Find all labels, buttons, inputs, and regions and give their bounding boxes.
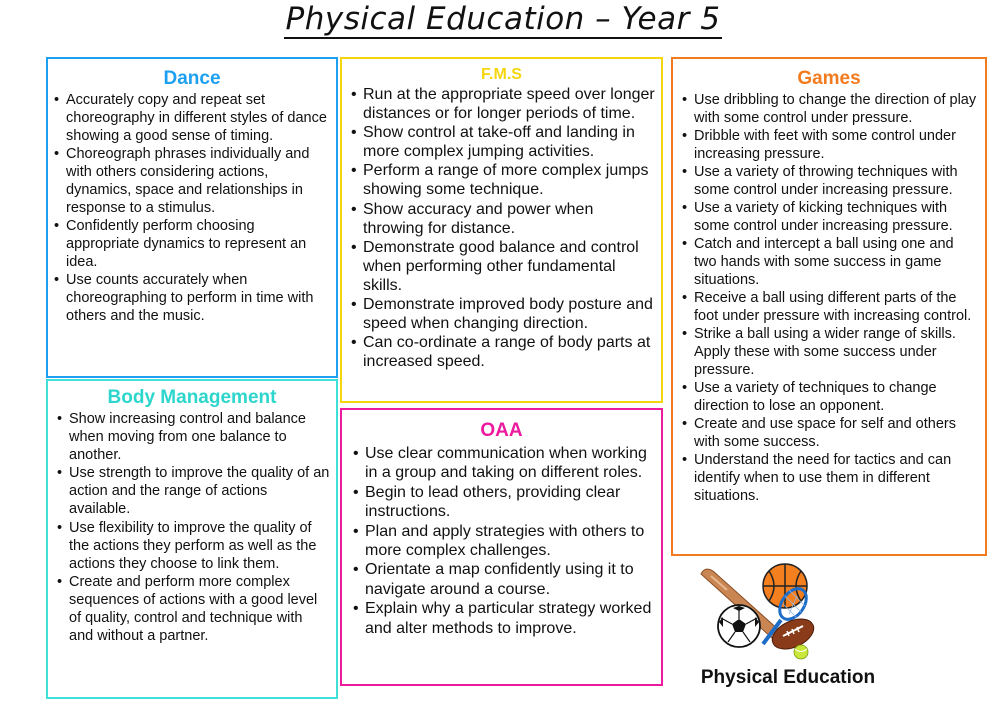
list-item: • Accurately copy and repeat set choreography in different styles of dance showing a good sense of timing. bbox=[66, 91, 330, 145]
page-title: Physical Education – Year 5 bbox=[285, 1, 721, 37]
oaa-card bbox=[340, 408, 663, 686]
list-item: • Use strength to improve the quality of an action and the range of actions available. bbox=[69, 464, 330, 518]
list-item: • Use a variety of kicking techniques with some control under increasing pressure. bbox=[694, 199, 980, 235]
list-item: • Confidently perform choosing appropriate dynamics to represent an idea. bbox=[66, 217, 330, 271]
sports-equipment-illustration bbox=[697, 562, 822, 662]
games-list bbox=[673, 91, 985, 505]
body-management-heading: Body Management bbox=[107, 387, 277, 408]
list-item: • Demonstrate improved body posture and speed when changing direction. bbox=[363, 295, 657, 333]
list-item: • Use dribbling to change the direction of play with some control under pressure. bbox=[694, 91, 980, 127]
tennis-ball-icon bbox=[794, 645, 808, 659]
soccer-ball-icon bbox=[718, 605, 760, 647]
list-item: • Show control at take-off and landing in more complex jumping activities. bbox=[363, 123, 657, 161]
list-item: • Use counts accurately when choreographing to perform in time with others and the music. bbox=[66, 271, 330, 325]
list-item: • Can co-ordinate a range of body parts at increased speed. bbox=[363, 333, 657, 371]
list-item: • Use a variety of throwing techniques with some control under increasing pressure. bbox=[694, 163, 980, 199]
list-item: • Use a variety of techniques to change direction to lose an opponent. bbox=[694, 379, 980, 415]
list-item: • Receive a ball using different parts of the foot under pressure with increasing control. bbox=[694, 289, 980, 325]
list-item: • Use clear communication when working in a group and taking on different roles. bbox=[365, 444, 657, 483]
list-item: • Create and use space for self and others with some success. bbox=[694, 415, 980, 451]
list-item: • Use flexibility to improve the quality of the actions they perform as well as the actions they choose to link them. bbox=[69, 519, 330, 573]
list-item: • Strike a ball using a wider range of skills. Apply these with some success under pressure. bbox=[694, 325, 980, 379]
games-card bbox=[671, 57, 987, 556]
list-item: • Run at the appropriate speed over longer distances or for longer periods of time. bbox=[363, 85, 657, 123]
illustration-caption: Physical Education bbox=[700, 667, 876, 688]
dance-heading: Dance bbox=[163, 68, 221, 89]
games-heading: Games bbox=[797, 68, 861, 89]
list-item: • Catch and intercept a ball using one and two hands with some success in game situations. bbox=[694, 235, 980, 289]
list-item: • Dribble with feet with some control under increasing pressure. bbox=[694, 127, 980, 163]
list-item: • Perform a range of more complex jumps showing some technique. bbox=[363, 161, 657, 199]
list-item: • Demonstrate good balance and control when performing other fundamental skills. bbox=[363, 238, 657, 295]
list-item: • Begin to lead others, providing clear instructions. bbox=[365, 483, 657, 522]
list-item: • Understand the need for tactics and can identify when to use them in different situations. bbox=[694, 451, 980, 505]
oaa-list bbox=[342, 444, 661, 638]
list-item: • Show accuracy and power when throwing for distance. bbox=[363, 200, 657, 238]
list-item: • Create and perform more complex sequences of actions with a good level of quality, control and technique with and without a partner. bbox=[69, 573, 330, 645]
fms-heading: F.M.S bbox=[481, 66, 522, 83]
list-item: • Explain why a particular strategy worked and alter methods to improve. bbox=[365, 599, 657, 638]
dance-list bbox=[48, 91, 336, 325]
list-item: • Orientate a map confidently using it to navigate around a course. bbox=[365, 560, 657, 599]
oaa-heading: OAA bbox=[480, 420, 523, 441]
dance-card bbox=[46, 57, 338, 378]
fms-list bbox=[342, 85, 661, 371]
body-management-list bbox=[48, 410, 336, 645]
body-management-card bbox=[46, 379, 338, 699]
list-item: • Choreograph phrases individually and with others considering actions, dynamics, space and relationships in response to a stimulus. bbox=[66, 145, 330, 217]
list-item: • Show increasing control and balance when moving from one balance to another. bbox=[69, 410, 330, 464]
fms-card bbox=[340, 57, 663, 403]
list-item: • Plan and apply strategies with others to more complex challenges. bbox=[365, 522, 657, 561]
